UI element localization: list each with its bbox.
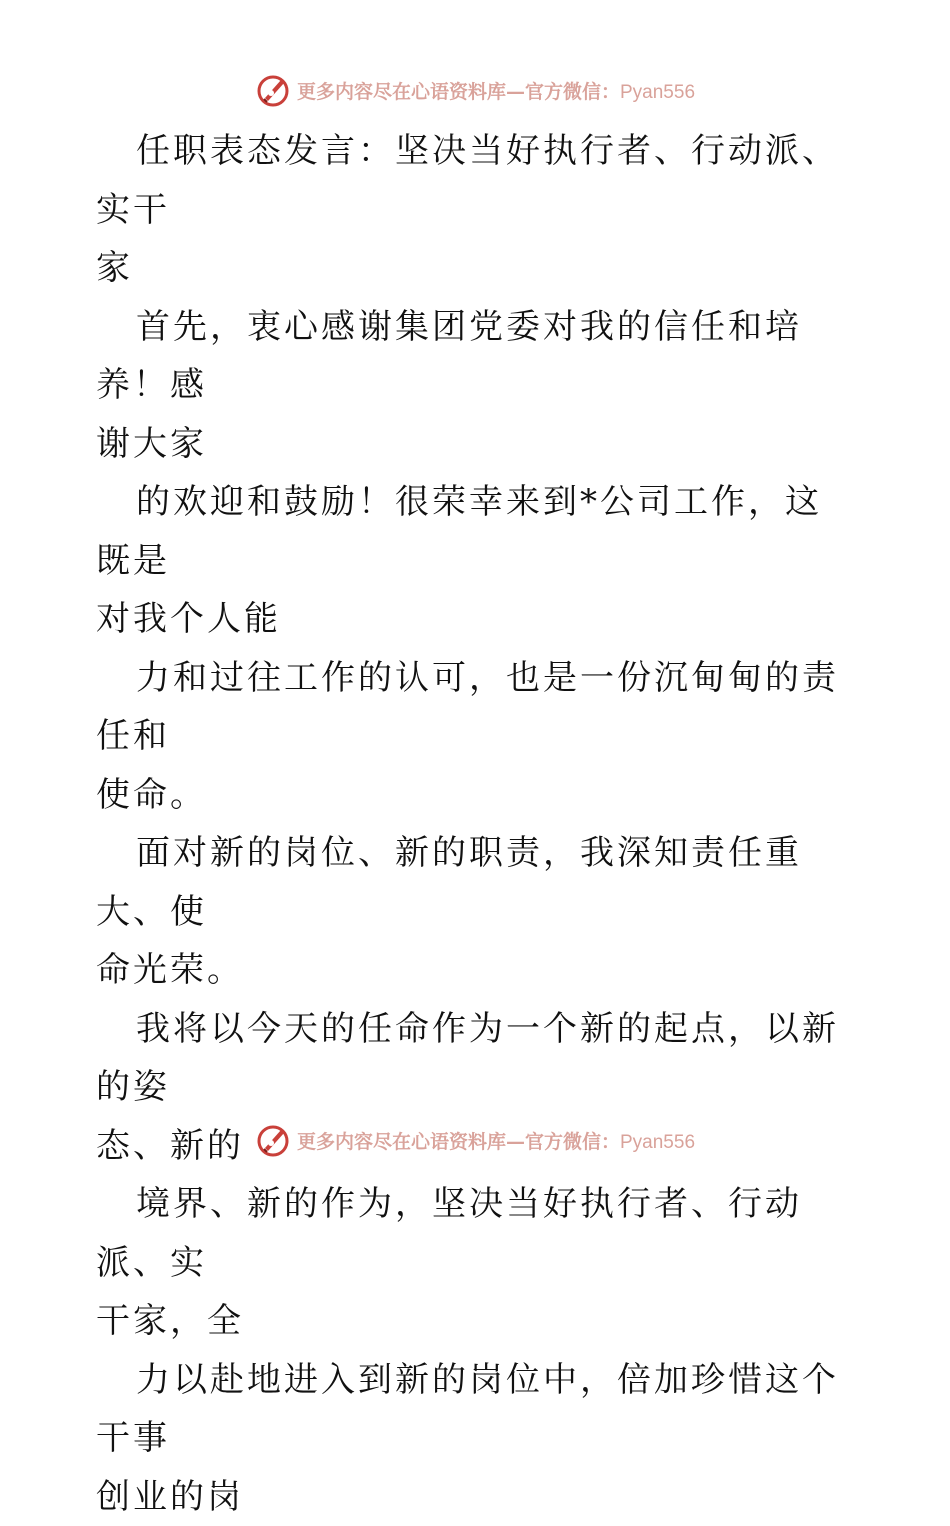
paragraph: 境界、新的作为，坚决当好执行者、行动派、实 干家，全 (96, 1175, 856, 1351)
header-watermark (0, 70, 950, 110)
paragraph: 首先，衷心感谢集团党委对我的信任和培养！感 谢大家 (96, 298, 856, 474)
paragraph: 力和过往工作的认可，也是一份沉甸甸的责任和 使命。 (96, 649, 856, 825)
paragraph: 力以赴地进入到新的岗位中，倍加珍惜这个干事 创业的岗 (96, 1351, 856, 1526)
quill-pen-seal-icon (255, 72, 291, 108)
paragraph: 面对新的岗位、新的职责，我深知责任重大、使 命光荣。 (96, 824, 856, 1000)
paragraph: 我将以今天的任命作为一个新的起点，以新的姿 态、新的 (96, 1000, 856, 1176)
footer-watermark (0, 1120, 950, 1160)
document-body (96, 122, 856, 1526)
paragraph: 的欢迎和鼓励！很荣幸来到*公司工作，这既是 对我个人能 (96, 473, 856, 649)
quill-pen-seal-icon (255, 1122, 291, 1158)
watermark-text: 更多内容尽在心语资料库—官方微信：Pyan556 (297, 77, 695, 104)
watermark-text: 更多内容尽在心语资料库—官方微信：Pyan556 (297, 1127, 695, 1154)
paragraph: 任职表态发言：坚决当好执行者、行动派、实干 家 (96, 122, 856, 298)
